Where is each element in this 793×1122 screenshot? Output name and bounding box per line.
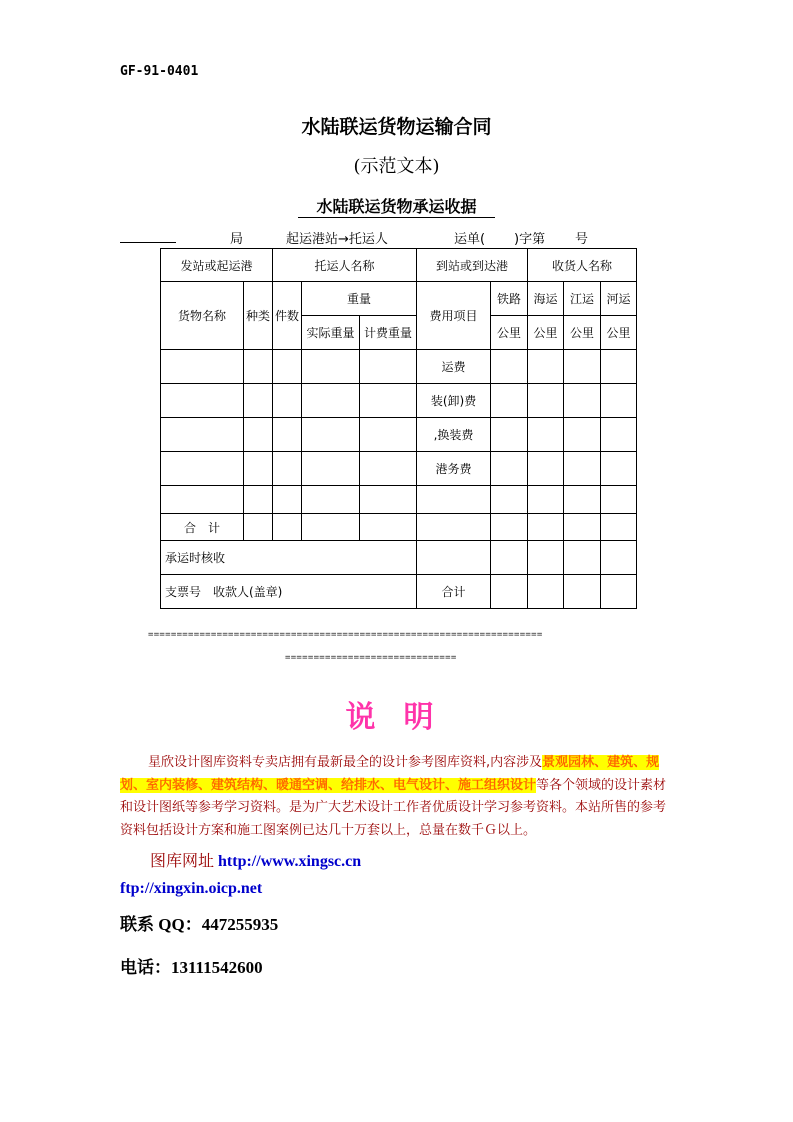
- contact-phone: 电话：13111542600: [120, 958, 263, 977]
- table-cell: [601, 514, 637, 541]
- notes-heading: 说明: [345, 700, 462, 735]
- weight-header: 重量: [302, 282, 417, 316]
- receipt-table: [160, 248, 637, 609]
- table-row: [161, 541, 637, 575]
- contact-website: [150, 848, 361, 871]
- table-cell: [161, 384, 244, 418]
- km-header: 公里: [564, 316, 601, 350]
- table-cell: [360, 452, 417, 486]
- table-cell: [564, 514, 601, 541]
- table-cell: [601, 418, 637, 452]
- form-blank-line: [120, 228, 176, 243]
- table-cell: [417, 486, 491, 514]
- table-cell: [491, 384, 528, 418]
- table-cell: [161, 418, 244, 452]
- table-cell: [244, 350, 273, 384]
- table-cell: [244, 418, 273, 452]
- table-cell: [528, 575, 564, 609]
- table-cell: [273, 350, 302, 384]
- type-header: 种类: [244, 282, 273, 350]
- table-row: [161, 418, 637, 452]
- table-cell: [302, 350, 360, 384]
- table-cell: [360, 418, 417, 452]
- table-cell: [491, 575, 528, 609]
- pieces-header: 件数: [273, 282, 302, 350]
- receipt-title: [0, 194, 793, 217]
- total-fee-label: 合计: [417, 575, 491, 609]
- table-row: [161, 350, 637, 384]
- table-cell: [360, 514, 417, 541]
- table-cell: [528, 486, 564, 514]
- shipper-name-header: 托运人名称: [273, 249, 417, 282]
- fee-row-label: 装(卸)费: [417, 384, 491, 418]
- number-label: 号: [575, 232, 589, 247]
- document-code: GF-91-0401: [120, 64, 199, 79]
- table-cell: [273, 486, 302, 514]
- table-cell: [302, 486, 360, 514]
- table-row: [161, 452, 637, 486]
- table-cell: [528, 350, 564, 384]
- table-cell: [302, 514, 360, 541]
- table-cell: [244, 384, 273, 418]
- table-cell: [273, 418, 302, 452]
- receipt-title-text: 水陆联运货物承运收据: [298, 197, 494, 218]
- notes-text: 等各个领域的设计素材和设计图纸等参考学习资料。是为广大艺术设计工作者优质设计学习参考资料。本站所售的参考资料包括设计方案和施工图案例已达几十万套以上，总量在数千Ｇ以上。: [120, 777, 667, 838]
- fee-row-label: ,换装费: [417, 418, 491, 452]
- table-cell: [564, 350, 601, 384]
- table-row: [161, 514, 637, 541]
- table-cell: [161, 486, 244, 514]
- table-cell: [491, 541, 528, 575]
- table-cell: [417, 541, 491, 575]
- rail-header: 铁路: [491, 282, 528, 316]
- table-cell: [302, 418, 360, 452]
- charged-weight-header: 计费重量: [360, 316, 417, 350]
- separator-line: ==============================: [285, 653, 457, 663]
- km-header: 公里: [528, 316, 564, 350]
- km-header: 公里: [601, 316, 637, 350]
- table-cell: [564, 541, 601, 575]
- table-cell: [273, 452, 302, 486]
- fee-row-label: 运费: [417, 350, 491, 384]
- origin-shipper-label: 起运港站→托运人: [286, 232, 388, 247]
- sea-header: 海运: [528, 282, 564, 316]
- notes-text: 星欣设计图库资料专卖店拥有最新最全的设计参考图库资料,内容涉及: [148, 755, 543, 770]
- table-cell: [601, 452, 637, 486]
- table-cell: [273, 384, 302, 418]
- table-cell: [244, 452, 273, 486]
- table-cell: [564, 384, 601, 418]
- table-cell: [244, 514, 273, 541]
- table-row: [161, 486, 637, 514]
- verify-row-label: 承运时核收: [161, 541, 417, 575]
- fee-row-label: 港务费: [417, 452, 491, 486]
- table-row: [161, 282, 637, 316]
- table-cell: [491, 514, 528, 541]
- consignee-name-header: 收货人名称: [528, 249, 637, 282]
- actual-weight-header: 实际重量: [302, 316, 360, 350]
- contact-qq: 联系 QQ：447255935: [120, 915, 279, 934]
- table-cell: [417, 514, 491, 541]
- table-cell: [601, 350, 637, 384]
- table-row: [161, 249, 637, 282]
- document-subtitle: (示范文本): [353, 156, 440, 177]
- table-cell: [601, 541, 637, 575]
- website-link[interactable]: http://www.xingsc.cn: [218, 853, 362, 870]
- table-cell: [360, 350, 417, 384]
- table-cell: [491, 452, 528, 486]
- waybill-label: 运单(: [454, 232, 486, 247]
- destination-header: 到站或到达港: [417, 249, 528, 282]
- cheque-row-label: 支票号 收款人(盖章): [161, 575, 417, 609]
- table-cell: [528, 514, 564, 541]
- table-cell: [360, 486, 417, 514]
- table-cell: [564, 418, 601, 452]
- separator-line: =====================================================================: [148, 630, 543, 640]
- table-cell: [528, 418, 564, 452]
- website-label: 图库网址: [150, 853, 215, 870]
- goods-name-header: 货物名称: [161, 282, 244, 350]
- table-cell: [302, 384, 360, 418]
- table-cell: [601, 384, 637, 418]
- total-row-label: 合 计: [161, 514, 244, 541]
- river-he-header: 河运: [601, 282, 637, 316]
- bureau-label: 局: [230, 232, 244, 247]
- table-cell: [273, 514, 302, 541]
- table-cell: [360, 384, 417, 418]
- notes-highlight: 景观园林、建筑、规划、室内装修、建筑结构、暖通空调、给排水、电气设计、施工组织设计: [120, 755, 660, 793]
- table-cell: [161, 350, 244, 384]
- ftp-link[interactable]: ftp://xingxin.oicp.net: [120, 880, 263, 897]
- fee-item-header: 费用项目: [417, 282, 491, 350]
- table-cell: [161, 452, 244, 486]
- table-cell: [491, 418, 528, 452]
- table-cell: [491, 486, 528, 514]
- table-row: [161, 384, 637, 418]
- table-cell: [601, 575, 637, 609]
- table-cell: [564, 486, 601, 514]
- table-cell: [302, 452, 360, 486]
- km-header: 公里: [491, 316, 528, 350]
- notes-paragraph: [120, 752, 678, 842]
- document-title: 水陆联运货物运输合同: [301, 116, 492, 138]
- table-cell: [528, 541, 564, 575]
- table-cell: [528, 452, 564, 486]
- origin-header: 发站或起运港: [161, 249, 273, 282]
- form-header-line: [120, 228, 640, 246]
- table-row: [161, 575, 637, 609]
- table-cell: [601, 486, 637, 514]
- table-cell: [491, 350, 528, 384]
- table-cell: [564, 452, 601, 486]
- river-jiang-header: 江运: [564, 282, 601, 316]
- char-no-label: )字第: [514, 232, 546, 247]
- table-cell: [564, 575, 601, 609]
- table-cell: [244, 486, 273, 514]
- table-cell: [528, 384, 564, 418]
